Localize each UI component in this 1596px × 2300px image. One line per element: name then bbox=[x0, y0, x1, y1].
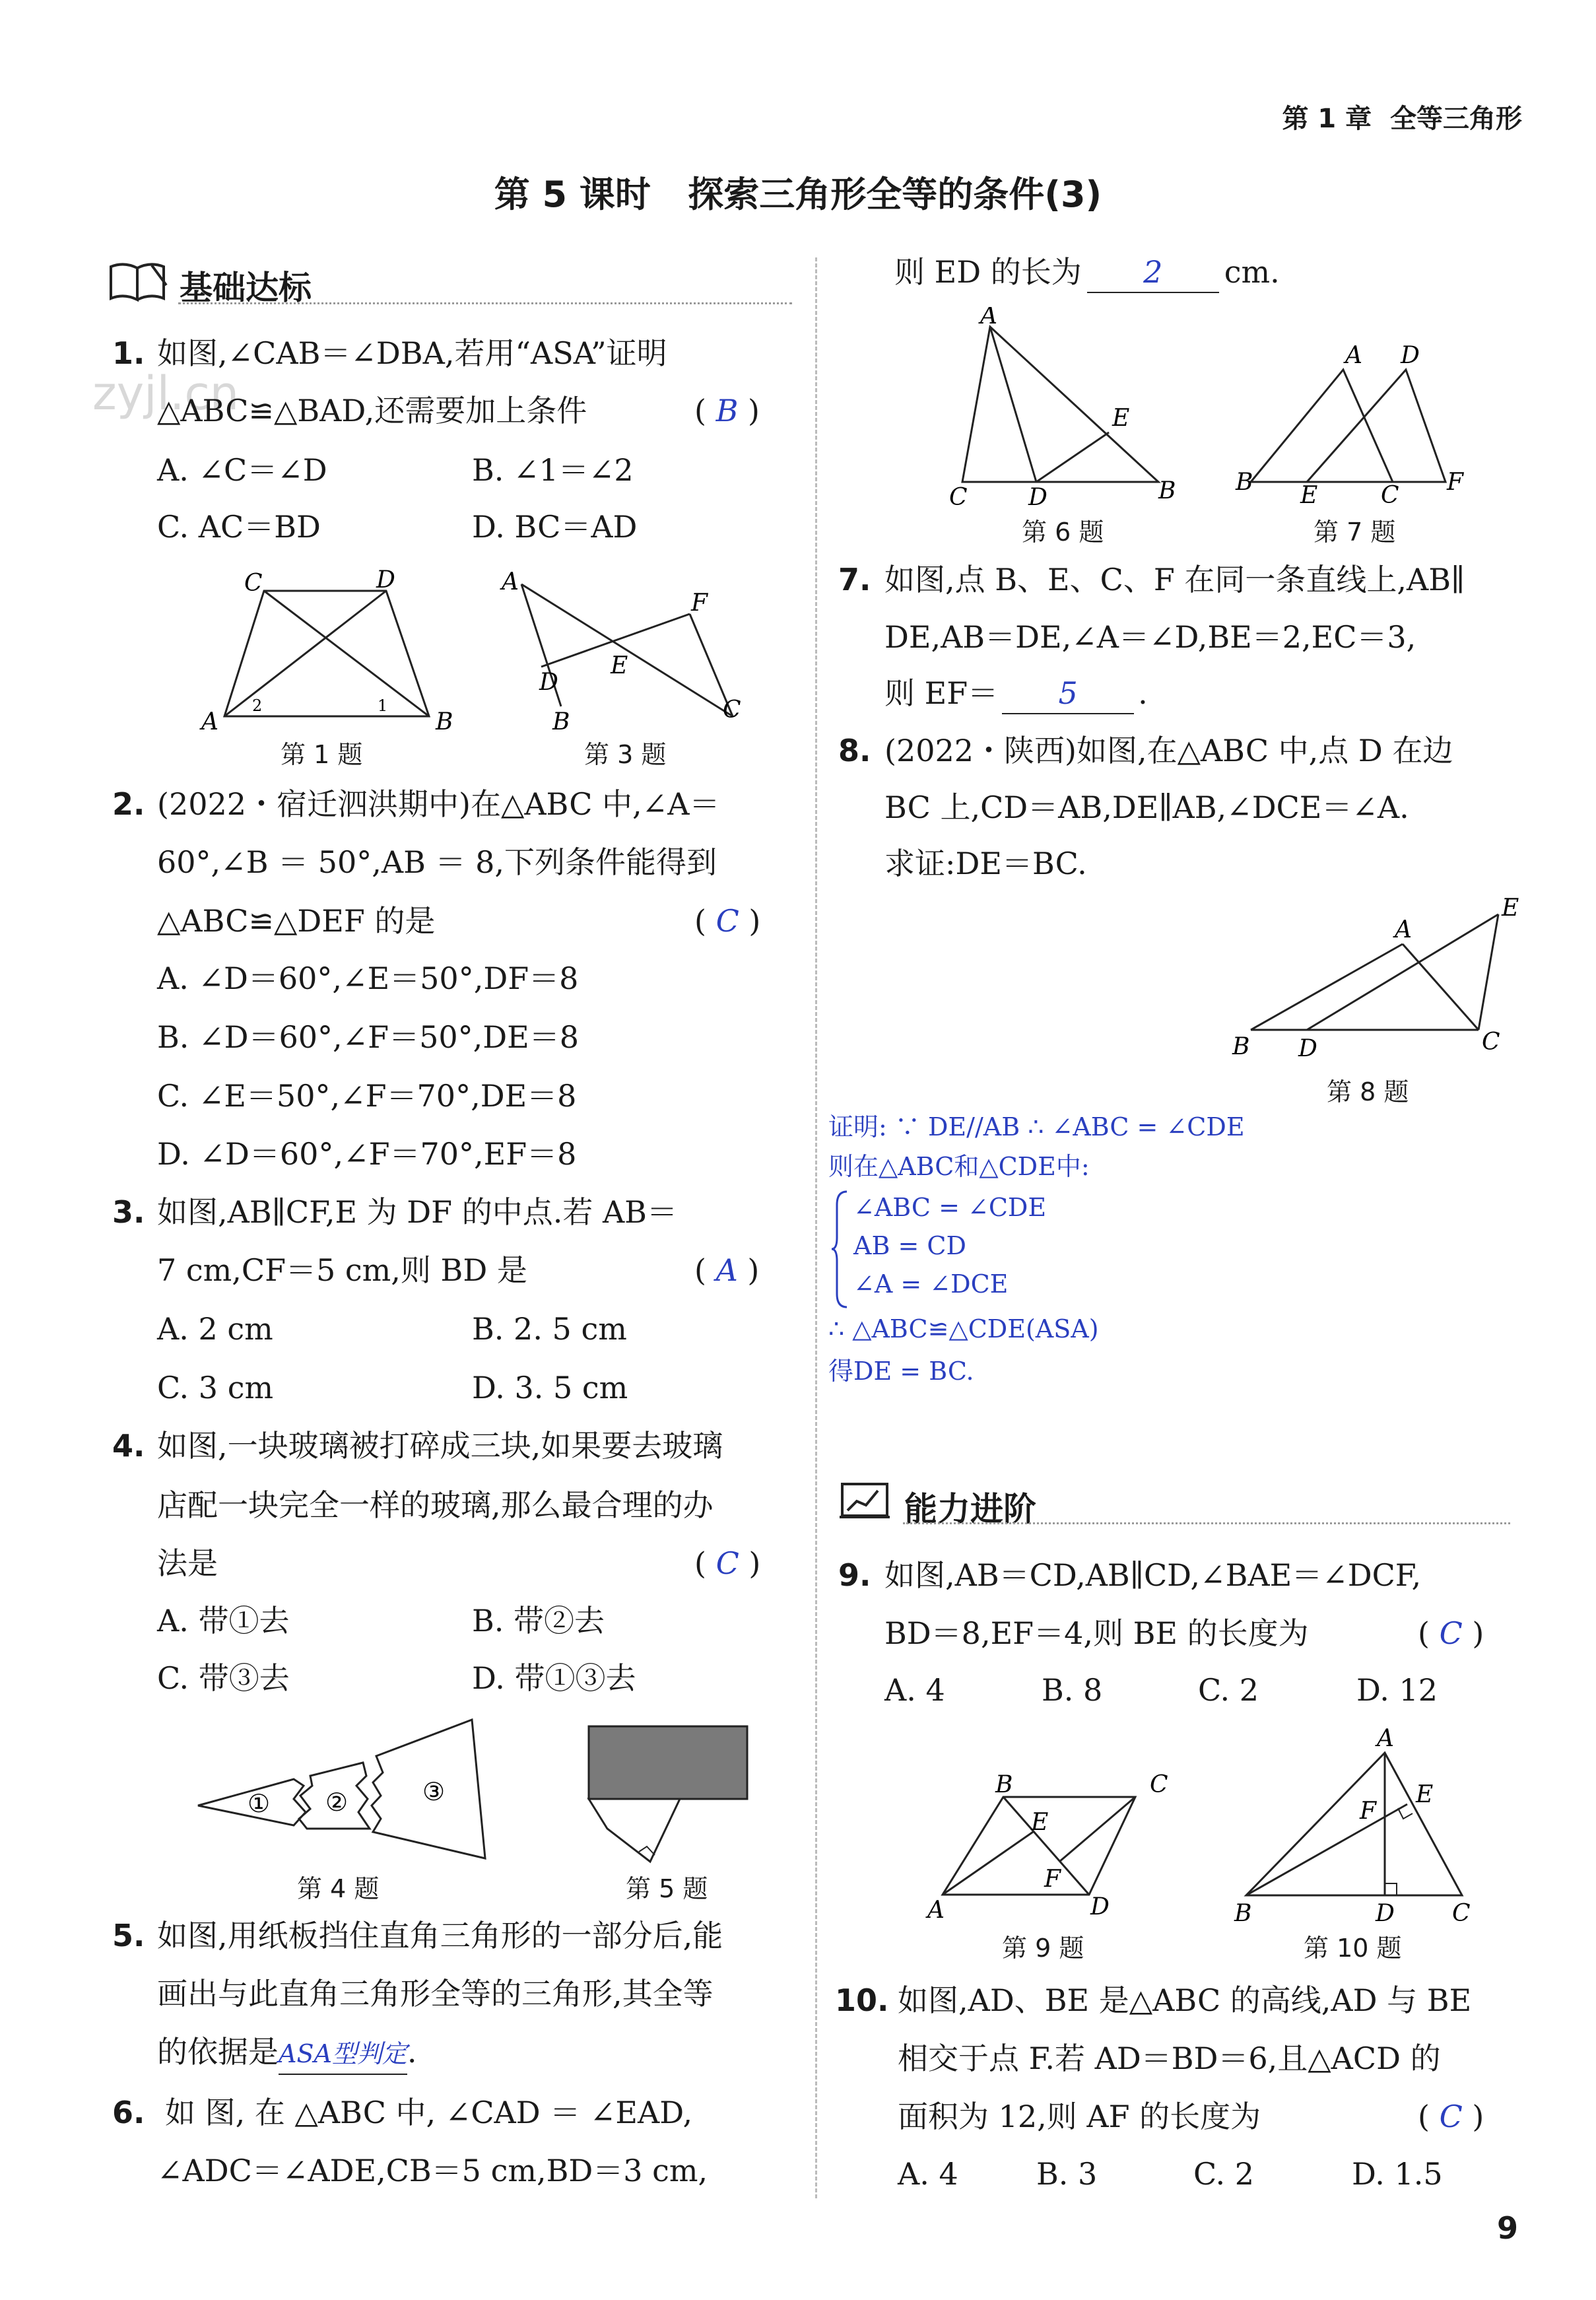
fig10-caption: 第 10 题 bbox=[1304, 1934, 1402, 1963]
q4-answer: C bbox=[715, 1545, 739, 1581]
q1-opt-b: B. ∠1＝∠2 bbox=[472, 452, 634, 488]
section-basic: 基础达标 bbox=[180, 269, 312, 307]
q2-answer: C bbox=[715, 903, 739, 939]
q5-line1: 如图,用纸板挡住直角三角形的一部分后,能 bbox=[157, 1918, 723, 1953]
fig7-label-e: E bbox=[1300, 482, 1318, 508]
fig5-caption: 第 5 题 bbox=[626, 1874, 708, 1903]
page-title: 第 5 课时 探索三角形全等的条件(3) bbox=[494, 174, 1102, 215]
q7-line3-end: . bbox=[1138, 675, 1148, 711]
figure-1 bbox=[198, 564, 455, 736]
fig3-label-f: F bbox=[691, 590, 708, 617]
q10-opt-c: C. 2 bbox=[1193, 2156, 1255, 2192]
column-divider bbox=[815, 257, 817, 2198]
q4-answer-paren: ( C ) bbox=[694, 1545, 761, 1581]
fig7-caption: 第 7 题 bbox=[1313, 518, 1396, 547]
q10-opt-b: B. 3 bbox=[1036, 2156, 1098, 2192]
q8-proof-line6: ∴ △ABC≌△CDE(ASA) bbox=[828, 1314, 1099, 1343]
q1-opt-c: C. AC＝BD bbox=[157, 509, 321, 545]
q10-answer: C bbox=[1439, 2099, 1463, 2134]
section-advanced: 能力进阶 bbox=[904, 1490, 1036, 1528]
q5-answer: ASA型判定 bbox=[279, 2034, 407, 2075]
q3-opt-a: A. 2 cm bbox=[157, 1311, 273, 1347]
q4-line1: 如图,一块玻璃被打碎成三块,如果要去玻璃 bbox=[157, 1428, 723, 1464]
figure-10 bbox=[1228, 1726, 1479, 1931]
fig3-caption: 第 3 题 bbox=[584, 740, 667, 769]
q8-line3: 求证:DE＝BC. bbox=[884, 846, 1087, 881]
book-icon bbox=[106, 259, 172, 305]
q10-line1: 如图,AD、BE 是△ABC 的高线,AD 与 BE bbox=[898, 1982, 1472, 2018]
fig7-label-d: D bbox=[1401, 343, 1420, 369]
q8-proof-line1: 证明: ∵ DE//AB ∴ ∠ABC = ∠CDE bbox=[828, 1112, 1245, 1141]
q9-opt-c: C. 2 bbox=[1198, 1672, 1259, 1708]
page-number: 9 bbox=[1497, 2210, 1519, 2246]
fig9-caption: 第 9 题 bbox=[1002, 1934, 1084, 1963]
q1-line1: 如图,∠CAB＝∠DBA,若用“ASA”证明 bbox=[157, 335, 667, 371]
fig3-label-d: D bbox=[539, 669, 558, 696]
progress-icon bbox=[837, 1479, 893, 1522]
fig9-label-c: C bbox=[1150, 1771, 1168, 1798]
fig1-label-2: 2 bbox=[252, 696, 263, 715]
fig6-label-b: B bbox=[1158, 477, 1176, 504]
fig3-label-c: C bbox=[723, 696, 741, 724]
fig10-label-d: D bbox=[1376, 1900, 1395, 1927]
q1-line2: △ABC≌△BAD,还需要加上条件 bbox=[157, 393, 587, 428]
fig10-label-e: E bbox=[1416, 1781, 1434, 1808]
q2-opt-d: D. ∠D＝60°,∠F＝70°,EF＝8 bbox=[157, 1136, 577, 1172]
q2-opt-c: C. ∠E＝50°,∠F＝70°,DE＝8 bbox=[157, 1078, 577, 1114]
q2-line3: △ABC≌△DEF 的是 bbox=[157, 903, 436, 939]
q4-line3: 法是 bbox=[157, 1545, 218, 1581]
q1-opt-a: A. ∠C＝∠D bbox=[157, 452, 327, 488]
q10-answer-paren: ( C ) bbox=[1418, 2099, 1484, 2134]
q9-answer: C bbox=[1439, 1615, 1463, 1651]
chapter-header: 第 1 章 全等三角形 bbox=[1282, 104, 1522, 134]
fig1-label-c: C bbox=[244, 570, 263, 597]
q3-opt-d: D. 3. 5 cm bbox=[472, 1370, 628, 1405]
q2-line2: 60°,∠B ＝ 50°,AB ＝ 8,下列条件能得到 bbox=[157, 844, 717, 880]
q6-line3-text: 则 ED 的长为 bbox=[894, 254, 1082, 290]
q4-opt-a: A. 带①去 bbox=[157, 1603, 290, 1639]
fig10-label-c: C bbox=[1452, 1900, 1471, 1927]
fig8-caption: 第 8 题 bbox=[1327, 1077, 1409, 1106]
fig9-label-a: A bbox=[927, 1897, 945, 1924]
q10-line2: 相交于点 F.若 AD＝BD＝6,且△ACD 的 bbox=[898, 2041, 1441, 2076]
figure-8 bbox=[1224, 895, 1535, 1063]
q7-number: 7. bbox=[838, 562, 871, 597]
figure-7 bbox=[1234, 343, 1479, 508]
q5-number: 5. bbox=[112, 1918, 145, 1953]
figure-5-cardboard bbox=[581, 1720, 752, 1872]
fig10-label-a: A bbox=[1377, 1726, 1394, 1752]
q6-answer: 2 bbox=[1087, 252, 1219, 293]
fig3-label-a: A bbox=[502, 568, 519, 595]
q8-number: 8. bbox=[838, 733, 871, 768]
fig4-piece-1: ① bbox=[248, 1789, 271, 1818]
q2-line1: (2022・宿迁泗洪期中)在△ABC 中,∠A＝ bbox=[157, 786, 720, 822]
q6-line2: ∠ADC＝∠ADE,CB＝5 cm,BD＝3 cm, bbox=[157, 2153, 708, 2188]
q1-opt-d: D. BC＝AD bbox=[472, 509, 638, 545]
q10-opt-a: A. 4 bbox=[898, 2156, 958, 2192]
q3-opt-b: B. 2. 5 cm bbox=[472, 1311, 627, 1347]
q7-line2: DE,AB＝DE,∠A＝∠D,BE＝2,EC＝3, bbox=[884, 619, 1416, 655]
q9-answer-paren: ( C ) bbox=[1418, 1615, 1484, 1651]
q2-opt-b: B. ∠D＝60°,∠F＝50°,DE＝8 bbox=[157, 1019, 579, 1055]
q9-number: 9. bbox=[838, 1557, 871, 1593]
q6-number: 6. bbox=[112, 2095, 145, 2130]
q3-number: 3. bbox=[112, 1194, 145, 1230]
q6-line1: 如 图, 在 △ABC 中, ∠CAD ＝ ∠EAD, bbox=[165, 2095, 693, 2130]
fig6-label-a: A bbox=[980, 307, 997, 329]
fig8-label-c: C bbox=[1482, 1029, 1500, 1056]
q7-line1: 如图,点 B、E、C、F 在同一条直线上,AB∥ bbox=[884, 562, 1465, 597]
q10-line3: 面积为 12,则 AF 的长度为 bbox=[898, 2099, 1261, 2134]
q8-line2: BC 上,CD＝AB,DE∥AB,∠DCE＝∠A. bbox=[884, 790, 1409, 825]
q1-answer-paren: ( B ) bbox=[694, 393, 760, 428]
figure-6 bbox=[944, 307, 1195, 512]
fig8-label-b: B bbox=[1232, 1033, 1250, 1060]
q3-answer: A bbox=[715, 1252, 738, 1288]
fig9-label-d: D bbox=[1090, 1893, 1110, 1920]
q2-opt-a: A. ∠D＝60°,∠E＝50°,DF＝8 bbox=[157, 961, 579, 996]
q2-answer-paren: ( C ) bbox=[694, 903, 761, 939]
q1-answer: B bbox=[715, 393, 739, 428]
fig4-piece-2: ② bbox=[325, 1788, 349, 1817]
watermark: zyjl.cn bbox=[92, 366, 240, 421]
q10-number: 10. bbox=[835, 1982, 889, 2018]
q5-line3-text: 的依据是 bbox=[157, 2034, 279, 2070]
fig9-label-f: F bbox=[1044, 1866, 1061, 1893]
fig3-label-b: B bbox=[552, 708, 570, 735]
q8-proof-brace bbox=[830, 1188, 850, 1310]
figure-4-broken-glass bbox=[195, 1713, 498, 1872]
fig1-label-d: D bbox=[376, 566, 395, 593]
fig1-label-a: A bbox=[201, 708, 218, 735]
q3-answer-paren: ( A ) bbox=[694, 1252, 760, 1288]
q9-opt-d: D. 12 bbox=[1356, 1672, 1438, 1708]
fig9-label-b: B bbox=[995, 1771, 1013, 1798]
fig6-caption: 第 6 题 bbox=[1022, 518, 1104, 547]
fig4-caption: 第 4 题 bbox=[297, 1874, 380, 1903]
q4-opt-c: C. 带③去 bbox=[157, 1660, 290, 1696]
q9-line2: BD＝8,EF＝4,则 BE 的长度为 bbox=[884, 1615, 1309, 1651]
q3-line1: 如图,AB∥CF,E 为 DF 的中点.若 AB＝ bbox=[157, 1194, 677, 1230]
q5-line3 bbox=[157, 2032, 417, 2075]
q3-line2: 7 cm,CF＝5 cm,则 BD 是 bbox=[157, 1252, 527, 1288]
q7-line3-text: 则 EF＝ bbox=[884, 675, 999, 711]
q6-line3-end: cm. bbox=[1224, 254, 1280, 290]
fig7-label-a: A bbox=[1345, 343, 1362, 369]
section-basic-rule bbox=[178, 302, 792, 304]
q9-opt-b: B. 8 bbox=[1042, 1672, 1103, 1708]
q7-line3 bbox=[884, 673, 1148, 714]
fig7-label-f: F bbox=[1447, 469, 1463, 496]
fig7-label-b: B bbox=[1236, 469, 1253, 496]
fig1-label-1: 1 bbox=[378, 696, 388, 715]
q8-line1: (2022・陕西)如图,在△ABC 中,点 D 在边 bbox=[884, 733, 1453, 768]
fig1-label-b: B bbox=[436, 708, 453, 735]
q4-line2: 店配一块完全一样的玻璃,那么最合理的办 bbox=[157, 1487, 714, 1523]
figure-3 bbox=[498, 564, 762, 736]
q10-opt-d: D. 1.5 bbox=[1352, 2156, 1443, 2192]
q5-line3-end: . bbox=[407, 2034, 417, 2070]
fig8-label-e: E bbox=[1502, 895, 1519, 922]
q8-proof-line5: ∠A = ∠DCE bbox=[853, 1269, 1009, 1299]
fig6-label-d: D bbox=[1028, 484, 1047, 511]
q9-line1: 如图,AB＝CD,AB∥CD,∠BAE＝∠DCF, bbox=[884, 1557, 1422, 1593]
fig1-caption: 第 1 题 bbox=[281, 740, 363, 769]
q4-number: 4. bbox=[112, 1428, 145, 1464]
q9-opt-a: A. 4 bbox=[884, 1672, 945, 1708]
fig3-label-e: E bbox=[611, 652, 628, 679]
fig8-label-a: A bbox=[1395, 916, 1412, 943]
section-advanced-rule bbox=[903, 1522, 1510, 1524]
q8-proof-line3: ∠ABC = ∠CDE bbox=[853, 1193, 1047, 1222]
q4-opt-b: B. 带②去 bbox=[472, 1603, 605, 1639]
q7-answer: 5 bbox=[1002, 673, 1134, 714]
q4-opt-d: D. 带①③去 bbox=[472, 1660, 636, 1696]
fig6-label-e: E bbox=[1112, 405, 1130, 432]
q5-line2: 画出与此直角三角形全等的三角形,其全等 bbox=[157, 1976, 714, 2012]
q8-proof-line4: AB = CD bbox=[853, 1231, 966, 1260]
fig10-label-f: F bbox=[1360, 1798, 1376, 1825]
fig4-piece-3: ③ bbox=[422, 1777, 446, 1806]
q8-proof-line2: 则在△ABC和△CDE中: bbox=[828, 1152, 1090, 1181]
q1-number: 1. bbox=[112, 335, 145, 371]
q2-number: 2. bbox=[112, 786, 145, 822]
q8-proof-line7: 得DE = BC. bbox=[828, 1357, 974, 1386]
q3-opt-c: C. 3 cm bbox=[157, 1370, 274, 1405]
fig9-label-e: E bbox=[1031, 1809, 1049, 1836]
q6-line3 bbox=[894, 252, 1280, 293]
fig8-label-d: D bbox=[1298, 1035, 1317, 1062]
fig10-label-b: B bbox=[1234, 1900, 1252, 1927]
figure-9 bbox=[924, 1769, 1181, 1928]
fig7-label-c: C bbox=[1381, 482, 1399, 508]
fig6-label-c: C bbox=[949, 484, 968, 511]
